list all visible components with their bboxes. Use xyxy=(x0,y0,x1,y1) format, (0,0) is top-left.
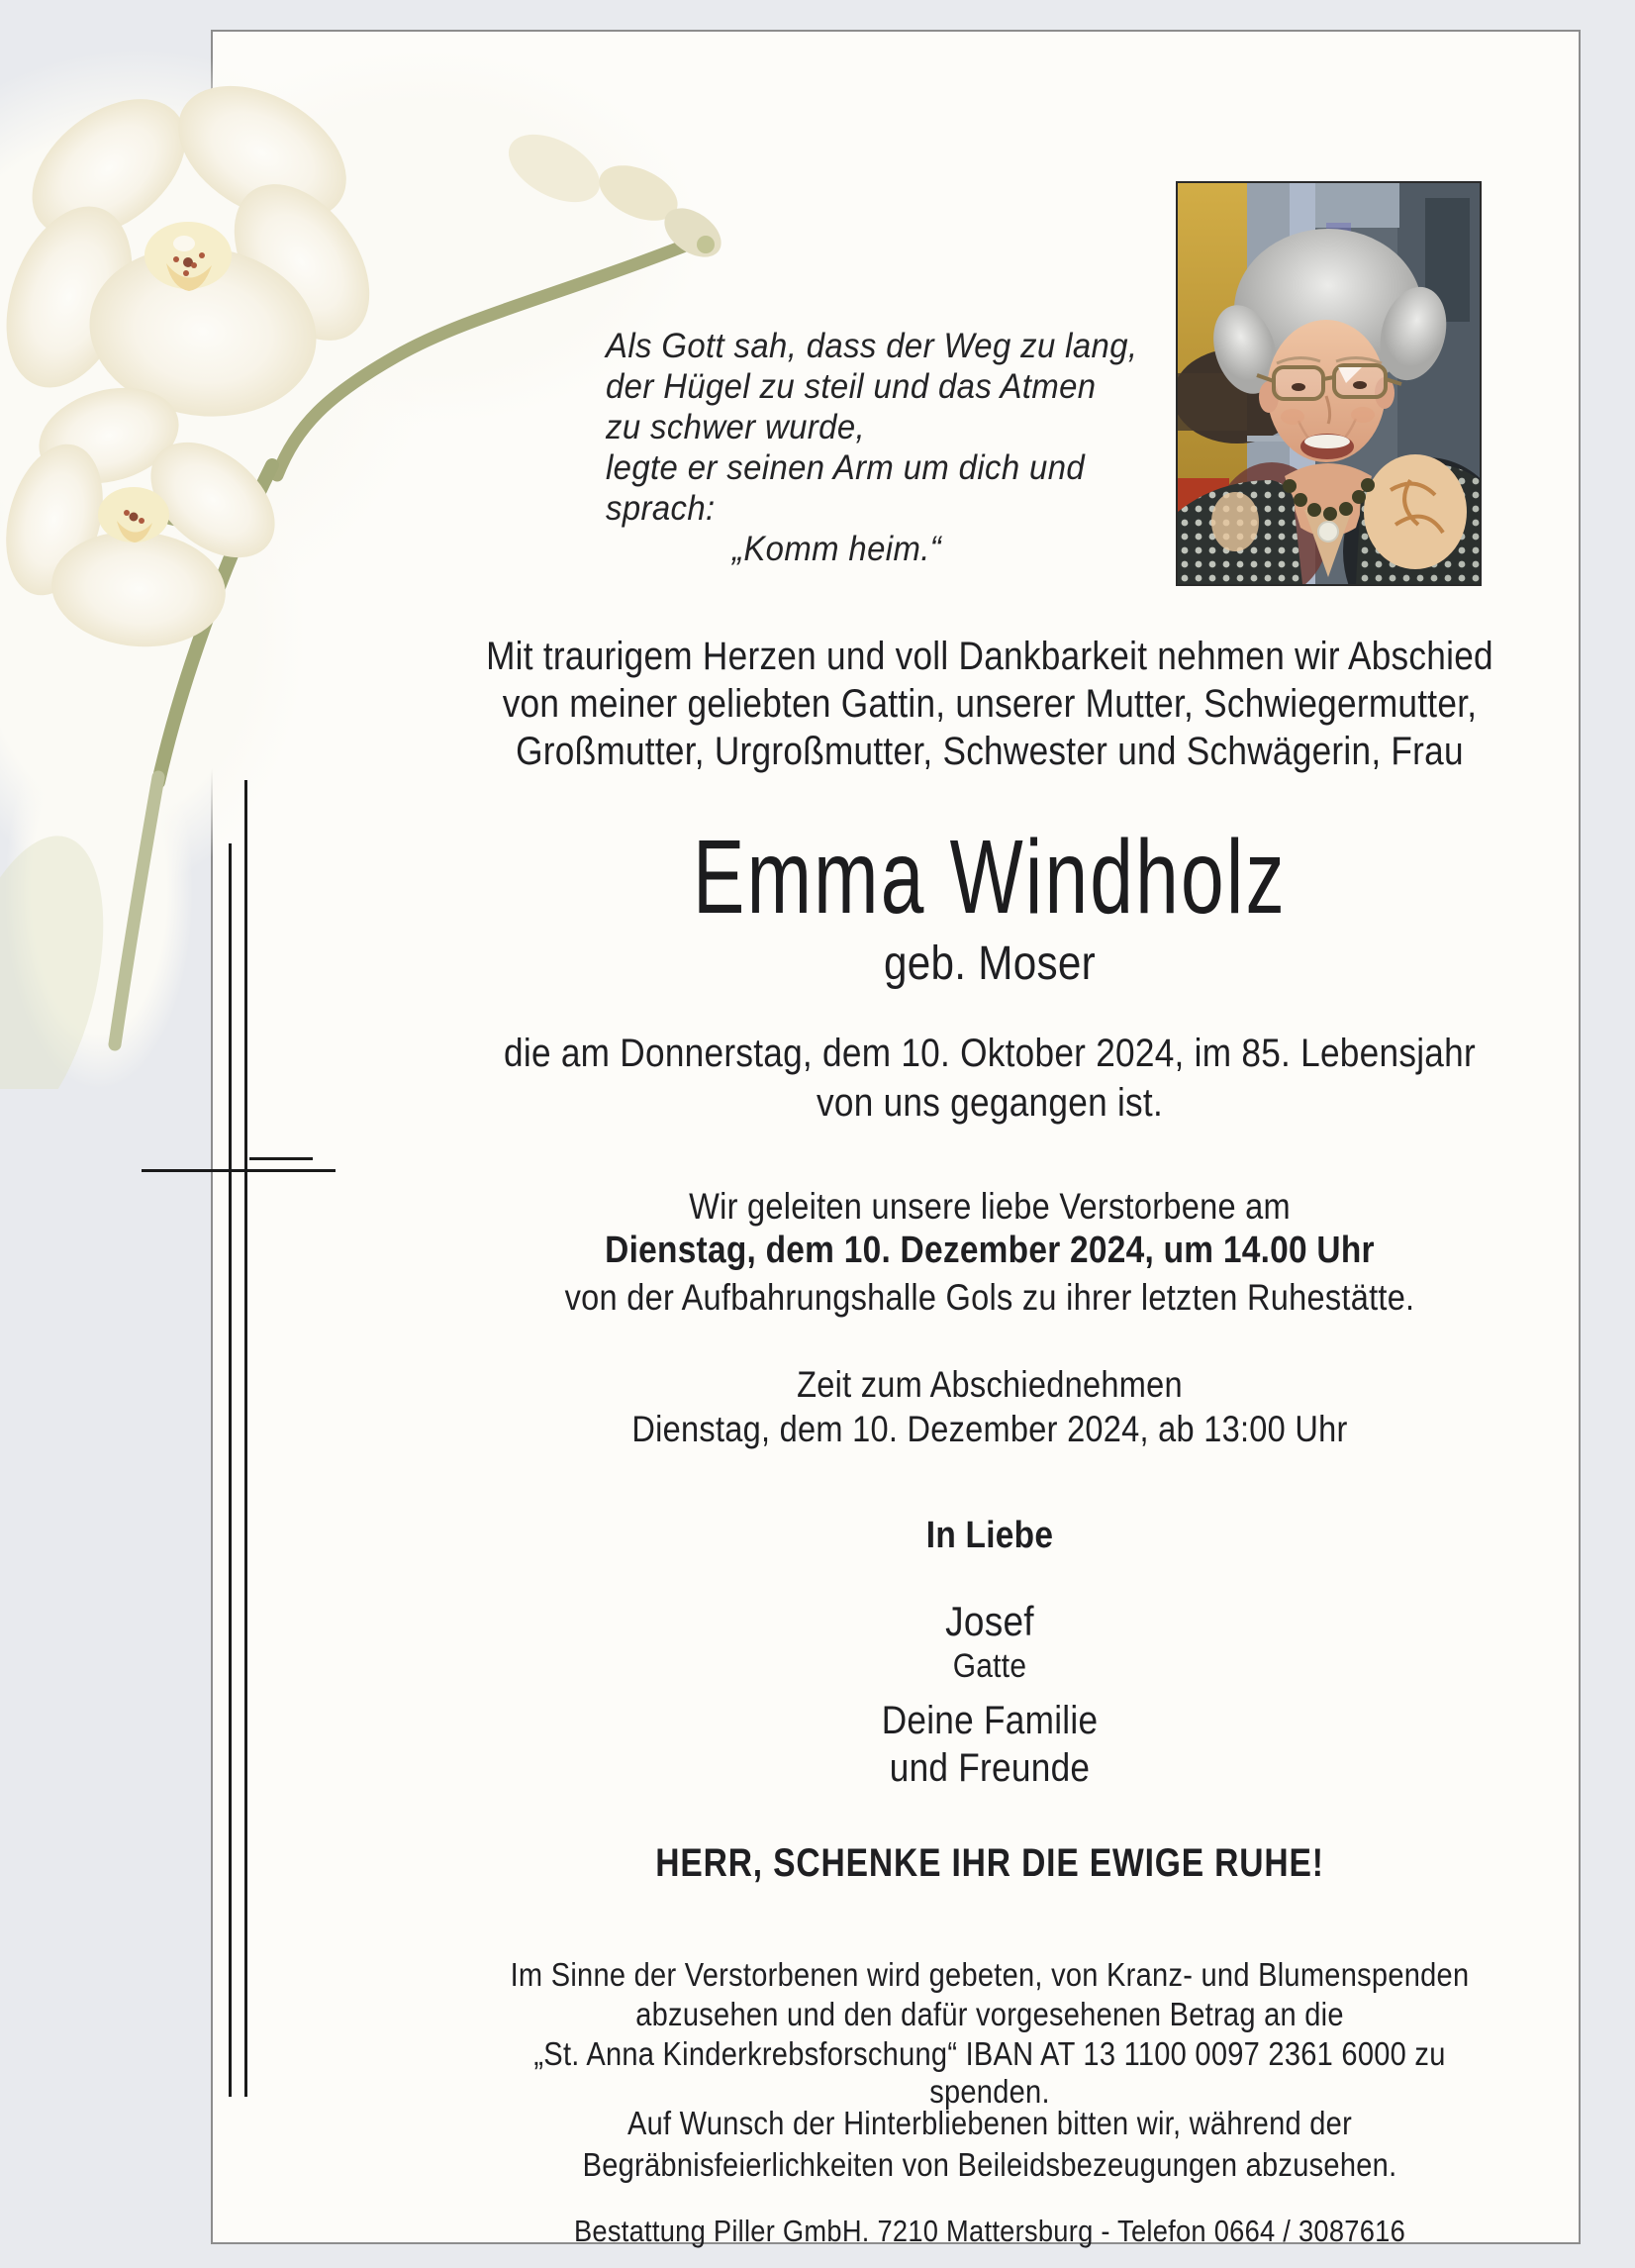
poem-line: zu schwer wurde, xyxy=(606,408,866,446)
portrait-photo xyxy=(1176,181,1482,586)
donation-line: Im Sinne der Verstorbenen wird gebeten, von Kranz- und Blumenspenden xyxy=(510,1956,1470,1993)
intro-line: Großmutter, Urgroßmutter, Schwester und Schwägerin, Frau xyxy=(516,730,1464,773)
funeral-home-footer: Bestattung Piller GmbH. 7210 Mattersburg - Telefon 0664 / 3087616 xyxy=(573,2214,1406,2248)
maiden-name: geb. Moser xyxy=(884,937,1096,990)
farewell-title: Zeit zum Abschiednehmen xyxy=(797,1364,1183,1405)
condolence-line: Auf Wunsch der Hinterbliebenen bitten wir, während der xyxy=(626,2105,1353,2141)
family-line: Deine Familie xyxy=(881,1699,1099,1742)
poem-quote: „Komm heim.“ xyxy=(732,530,942,568)
poem-line: sprach: xyxy=(606,489,716,528)
poem-line: Als Gott sah, dass der Weg zu lang, xyxy=(606,327,1138,365)
closing-in-love: In Liebe xyxy=(925,1515,1054,1556)
funeral-location: von der Aufbahrungshalle Gols zu ihrer letzten Ruhestätte. xyxy=(564,1277,1415,1318)
donation-line: abzusehen und den dafür vorgesehenen Betrag an die xyxy=(635,1996,1344,2032)
condolence-line: Begräbnisfeierlichkeiten von Beileidsbezeugungen abzusehen. xyxy=(582,2146,1397,2183)
funeral-datetime: Dienstag, dem 10. Dezember 2024, um 14.00 Uhr xyxy=(605,1230,1375,1271)
poem-line: der Hügel zu steil und das Atmen xyxy=(606,367,1097,406)
poem-line: legte er seinen Arm um dich und xyxy=(606,448,1086,487)
donation-line: „St. Anna Kinderkrebsforschung“ IBAN AT 13 1100 0097 2361 6000 zu spenden. xyxy=(533,2035,1446,2110)
prayer-line: HERR, SCHENKE IHR DIE EWIGE RUHE! xyxy=(655,1841,1324,1885)
passing-line: die am Donnerstag, dem 10. Oktober 2024, im 85. Lebensjahr xyxy=(504,1032,1476,1075)
deceased-name: Emma Windholz xyxy=(693,819,1287,936)
husband-name: Josef xyxy=(945,1598,1034,1644)
farewell-datetime: Dienstag, dem 10. Dezember 2024, ab 13:00 Uhr xyxy=(631,1409,1348,1449)
husband-relation: Gatte xyxy=(952,1647,1027,1685)
intro-line: Mit traurigem Herzen und voll Dankbarkeit nehmen wir Abschied xyxy=(486,635,1493,678)
passing-line: von uns gegangen ist. xyxy=(817,1081,1163,1125)
family-line: und Freunde xyxy=(889,1746,1091,1790)
funeral-intro: Wir geleiten unsere liebe Verstorbene am xyxy=(689,1186,1291,1227)
intro-line: von meiner geliebten Gattin, unserer Mutter, Schwiegermutter, xyxy=(502,682,1478,726)
